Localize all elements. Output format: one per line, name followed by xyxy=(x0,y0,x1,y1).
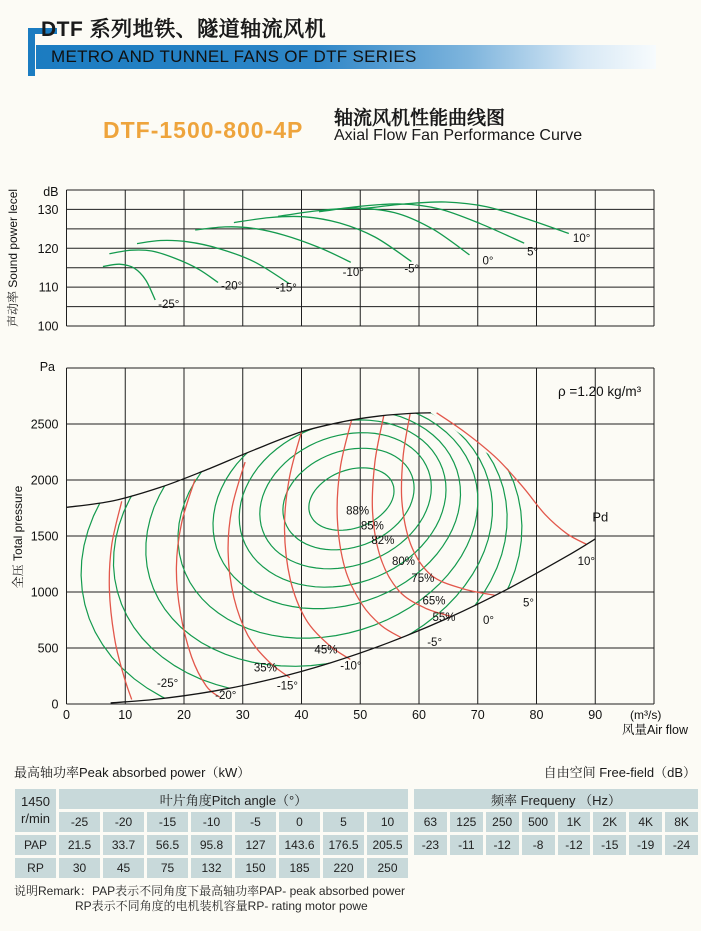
freefield-value-cell: -8 xyxy=(522,835,555,855)
frequency-header-cell: 频率 Frequeny （Hz） xyxy=(414,789,698,809)
remark-line-2: RP表示不同角度的电机装机容量RP- rating motor powe xyxy=(75,899,368,913)
max-pressure-envelope xyxy=(67,413,431,508)
freefield-value-cell: -12 xyxy=(558,835,591,855)
pitch-angle-cell: 10 xyxy=(367,812,408,832)
efficiency-contour xyxy=(146,392,493,666)
c1-ytick-label: 130 xyxy=(37,202,59,217)
c1-curve-label: -5° xyxy=(404,263,420,276)
freefield-value-cell: -12 xyxy=(486,835,519,855)
rp-value-cell: 185 xyxy=(279,858,320,878)
pap-value-cell: 176.5 xyxy=(323,835,364,855)
power-table xyxy=(12,786,411,881)
frequency-band-cell: 125 xyxy=(450,812,483,832)
rp-label-cell: RP xyxy=(15,858,56,878)
frequency-band-cell: 8K xyxy=(665,812,698,832)
freefield-value-cell: -19 xyxy=(629,835,662,855)
rp-value-cell: 132 xyxy=(191,858,232,878)
rp-value-cell: 220 xyxy=(323,858,364,878)
model-code: DTF-1500-800-4P xyxy=(103,117,304,143)
c2-ytick-label: 0 xyxy=(51,697,59,712)
c1-curve-label: -20° xyxy=(221,280,243,293)
c2-ytick-label: 2000 xyxy=(30,473,59,488)
pap-value-cell: 56.5 xyxy=(147,835,188,855)
pitch-angle-label: -20° xyxy=(215,689,237,702)
c2-xtick-label: 90 xyxy=(588,708,603,722)
pitch-curve xyxy=(372,416,451,617)
pitch-angle-cell: -20 xyxy=(103,812,144,832)
rp-value-cell: 150 xyxy=(235,858,276,878)
c1-curve xyxy=(103,264,155,300)
curve-title-en: Axial Flow Fan Performance Curve xyxy=(334,127,583,144)
c2-ytick-label: 1000 xyxy=(30,585,59,600)
c2-xtick-label: 50 xyxy=(353,708,368,722)
rp-value-cell: 250 xyxy=(367,858,408,878)
performance-chart xyxy=(10,360,689,737)
efficiency-label: 80% xyxy=(391,556,416,569)
c2-xtick-label: 60 xyxy=(412,708,426,722)
rp-value-cell: 75 xyxy=(147,858,188,878)
curve-title-cn: 轴流风机性能曲线图 xyxy=(334,108,506,129)
rpm-cell: 1450 r/min xyxy=(15,789,56,832)
c2-ytick-label: 1500 xyxy=(30,529,59,544)
c1-curve-label: 5° xyxy=(527,246,539,259)
c2-x-axis-title: 风量Air flow xyxy=(622,723,688,737)
c2-xtick-label: 80 xyxy=(529,708,544,722)
pitch-angle-cell: 0 xyxy=(279,812,320,832)
pitch-power-table xyxy=(12,786,411,881)
pitch-angle-label: 0° xyxy=(483,614,495,627)
c1-ytick-label: 120 xyxy=(37,241,59,256)
pitch-angle-cell: -25 xyxy=(59,812,100,832)
c1-curve-label: -15° xyxy=(275,282,297,295)
pitch-angle-label: -25° xyxy=(156,678,179,691)
pitch-angle-label: 5° xyxy=(522,597,534,610)
series-subtitle: METRO AND TUNNEL FANS OF DTF SERIES xyxy=(51,47,417,66)
frequency-band-cell: 2K xyxy=(593,812,626,832)
frequency-band-cell: 63 xyxy=(414,812,447,832)
c1-y-axis-title: 声动率 Sound power lecel xyxy=(6,188,20,328)
remark-line-1: 说明Remark：PAP表示不同角度下最高轴功率PAP- peak absorbed power xyxy=(14,884,405,898)
c2-x-unit-label: (m³/s) xyxy=(630,708,662,722)
pitch-angle-cell: -15 xyxy=(147,812,188,832)
pitch-curve xyxy=(176,479,219,697)
pap-value-cell: 95.8 xyxy=(191,835,232,855)
pap-value-cell: 33.7 xyxy=(103,835,144,855)
freefield-value-cell: -15 xyxy=(593,835,626,855)
c2-xtick-label: 70 xyxy=(470,708,485,722)
c2-xtick-label: 0 xyxy=(63,708,70,722)
c1-y-unit-label: dB xyxy=(43,184,59,199)
c2-ytick-label: 500 xyxy=(37,641,59,656)
freefield-value-cell: -23 xyxy=(414,835,447,855)
c1-curve-label: 0° xyxy=(482,255,494,268)
sound-power-chart xyxy=(5,185,654,334)
pitch-angle-label: -5° xyxy=(427,636,443,649)
c1-ytick-label: 110 xyxy=(38,280,59,295)
pitch-angle-label: -15° xyxy=(276,680,299,693)
pd-label: Pd xyxy=(592,509,609,525)
pitch-curve xyxy=(228,462,290,678)
table-title-power: 最高轴功率Peak absorbed power（kW） xyxy=(14,765,251,780)
c2-xtick-label: 10 xyxy=(118,708,133,722)
pap-value-cell: 21.5 xyxy=(59,835,100,855)
efficiency-label: 85% xyxy=(360,520,384,533)
c2-xtick-label: 30 xyxy=(235,708,250,722)
frequency-band-cell: 4K xyxy=(629,812,662,832)
rp-value-cell: 45 xyxy=(103,858,144,878)
efficiency-label: 75% xyxy=(411,572,435,585)
series-title: DTF 系列地铁、隧道轴流风机 xyxy=(41,18,327,41)
efficiency-label: 82% xyxy=(371,534,395,547)
c1-curve xyxy=(137,240,289,283)
c1-curve xyxy=(195,227,351,263)
efficiency-label: 65% xyxy=(422,595,446,608)
efficiency-label: 45% xyxy=(314,644,338,657)
pap-label-cell: PAP xyxy=(15,835,56,855)
c2-xtick-label: 40 xyxy=(294,708,309,722)
efficiency-label: 88% xyxy=(346,505,370,518)
c2-ytick-label: 2500 xyxy=(30,417,59,432)
table-title-freefield: 自由空间 Free-field（dB） xyxy=(543,765,696,780)
freefield-table xyxy=(411,786,701,858)
freefield-value-cell: -24 xyxy=(665,835,698,855)
c2-y-unit-label: Pa xyxy=(39,360,55,374)
frequency-band-cell: 1K xyxy=(558,812,591,832)
c1-curve-label: -25° xyxy=(158,299,180,312)
pitch-angle-label: 10° xyxy=(577,556,596,569)
pap-value-cell: 143.6 xyxy=(279,835,320,855)
c1-curve-label: 10° xyxy=(572,233,591,246)
pitch-angle-header-cell: 叶片角度Pitch angle（°） xyxy=(59,789,408,809)
pitch-curve xyxy=(401,413,495,595)
efficiency-label: 35% xyxy=(253,662,277,675)
pap-value-cell: 205.5 xyxy=(367,835,408,855)
c2-xtick-label: 20 xyxy=(177,708,191,722)
c1-ytick-label: 100 xyxy=(37,319,59,334)
rp-value-cell: 30 xyxy=(59,858,100,878)
c1-curve-label: -10° xyxy=(342,266,364,279)
frequency-band-cell: 250 xyxy=(486,812,519,832)
pitch-angle-cell: -10 xyxy=(191,812,232,832)
pap-value-cell: 127 xyxy=(235,835,276,855)
dynamic-pressure-curve xyxy=(111,539,596,703)
air-density-note: ρ =1.20 kg/m³ xyxy=(558,384,642,399)
freefield-noise-table xyxy=(411,786,701,858)
pitch-angle-label: -10° xyxy=(340,660,362,673)
c1-curve xyxy=(234,216,412,261)
frequency-band-cell: 500 xyxy=(522,812,555,832)
efficiency-label: 55% xyxy=(432,612,456,625)
pitch-angle-cell: 5 xyxy=(323,812,364,832)
c2-y-axis-title: 全压 Total pressure xyxy=(11,485,25,589)
pitch-angle-cell: -5 xyxy=(235,812,276,832)
freefield-value-cell: -11 xyxy=(450,835,483,855)
